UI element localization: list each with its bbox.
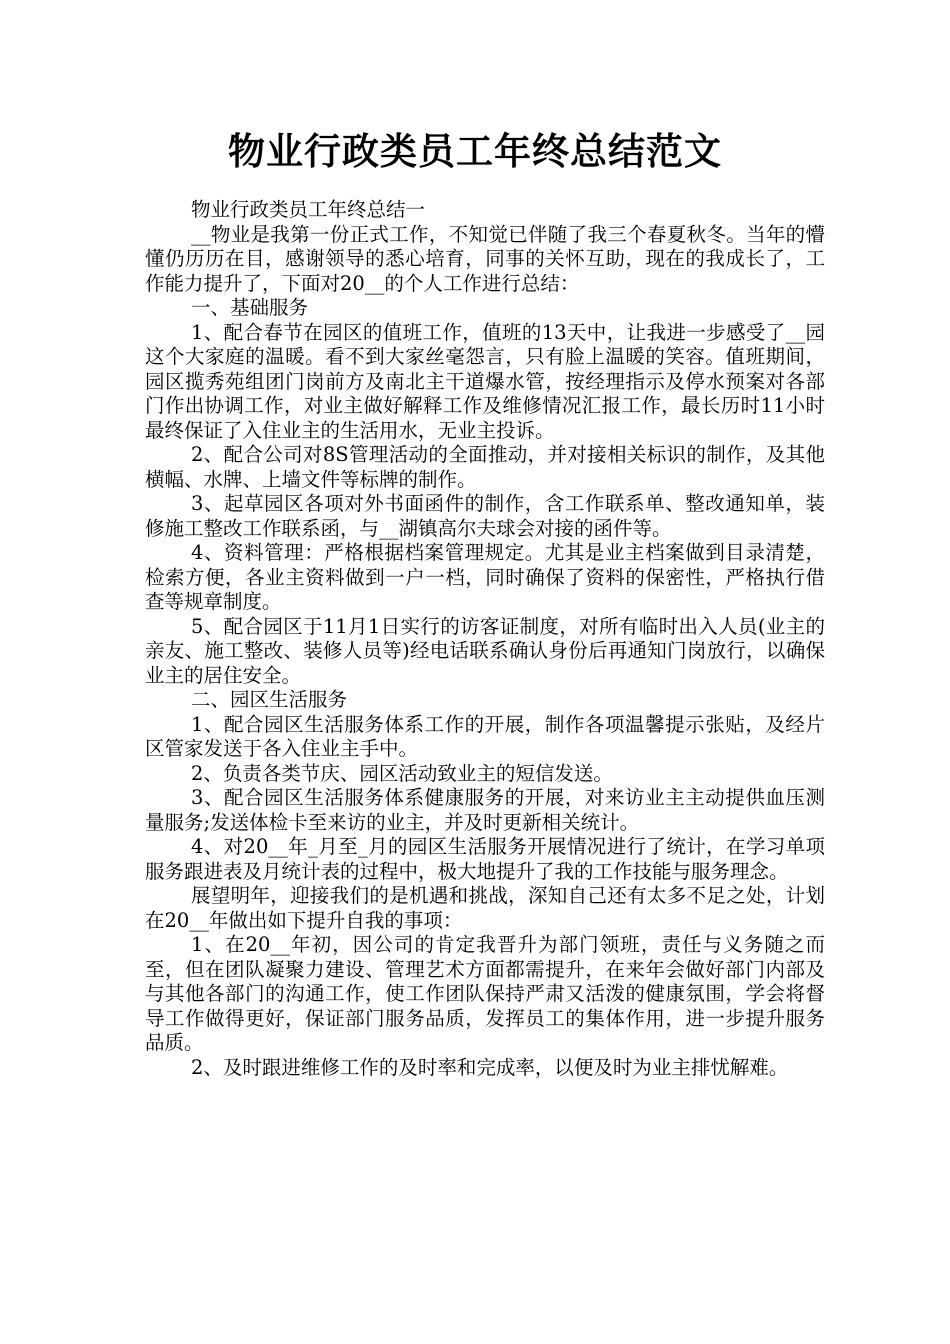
section-heading-basic-service: 一、基础服务 — [191, 296, 309, 319]
body-paragraph: 2、及时跟进维修工作的及时率和完成率，以便及时为业主排忧解难。 — [191, 1055, 789, 1079]
body-paragraph: 5、配合园区于11月1日实行的访客证制度，对所有临时出入人员(业主的亲友、施工整改、装修人员等)经电话联系确认身份后再通知门岗放行，以确保业主的居住安全。 — [145, 614, 825, 687]
document-body — [145, 198, 825, 1080]
body-paragraph: 1、在20__年初，因公司的肯定我晋升为部门领班，责任与义务随之而至，但在团队凝聚力建设、管理艺术方面都需提升，在来年会做好部门内部及与其他各部门的沟通工作，使工作团队保持严肃又活泼的健康氛围，学会将督导工作做得更好，保证部门服务品质，发挥员工的集体作用，进一步提升服务品质。 — [145, 933, 825, 1054]
body-paragraph: 2、负责各类节庆、园区活动致业主的短信发送。 — [191, 761, 613, 785]
body-paragraph: 3、配合园区生活服务体系健康服务的开展，对来访业主主动提供血压测量服务;发送体检卡至来访的业主，并及时更新相关统计。 — [145, 786, 825, 834]
section-subtitle: 物业行政类员工年终总结一 — [191, 198, 426, 221]
body-paragraph: 3、起草园区各项对外书面函件的制作，含工作联系单、整改通知单，装修施工整改工作联系函，与__湖镇高尔夫球会对接的函件等。 — [145, 492, 825, 540]
section-heading-living-service: 二、园区生活服务 — [191, 688, 348, 711]
body-paragraph: 2、配合公司对8S管理活动的全面推动，并对接相关标识的制作，及其他横幅、水牌、上墙文件等标牌的制作。 — [145, 443, 825, 491]
outlook-paragraph: 展望明年，迎接我们的是机遇和挑战，深知自己还有太多不足之处，计划在20__年做出如下提升自我的事项： — [145, 884, 825, 932]
body-paragraph: 4、资料管理：严格根据档案管理规定。尤其是业主档案做到目录清楚，检索方便，各业主资料做到一户一档，同时确保了资料的保密性，严格执行借查等规章制度。 — [145, 541, 825, 613]
body-paragraph: 1、配合春节在园区的值班工作，值班的13天中，让我进一步感受了__园这个大家庭的温暖。看不到大家丝毫怨言，只有脸上温暖的笑容。值班期间，园区揽秀苑组团门岗前方及南北主干道爆水管，按经理指示及停水预案对各部门作出协调工作，对业主做好解释工作及维修情况汇报工作，最长历时11小时最终保证了入住业主的生活用水，无业主投诉。 — [145, 320, 825, 442]
body-paragraph: 4、对20__年_月至_月的园区生活服务开展情况进行了统计，在学习单项服务跟进表及月统计表的过程中，极大地提升了我的工作技能与服务理念。 — [145, 835, 825, 883]
document-title: 物业行政类员工年终总结范文 — [228, 130, 722, 173]
intro-paragraph: __物业是我第一份正式工作，不知觉已伴随了我三个春夏秋冬。当年的懵懂仍历历在目，感谢领导的悉心培育，同事的关怀互助，现在的我成长了，工作能力提升了，下面对20__的个人工作进行总结： — [145, 222, 825, 295]
body-paragraph: 1、配合园区生活服务体系工作的开展，制作各项温馨提示张贴，及经片区管家发送于各入住业主手中。 — [145, 712, 825, 760]
